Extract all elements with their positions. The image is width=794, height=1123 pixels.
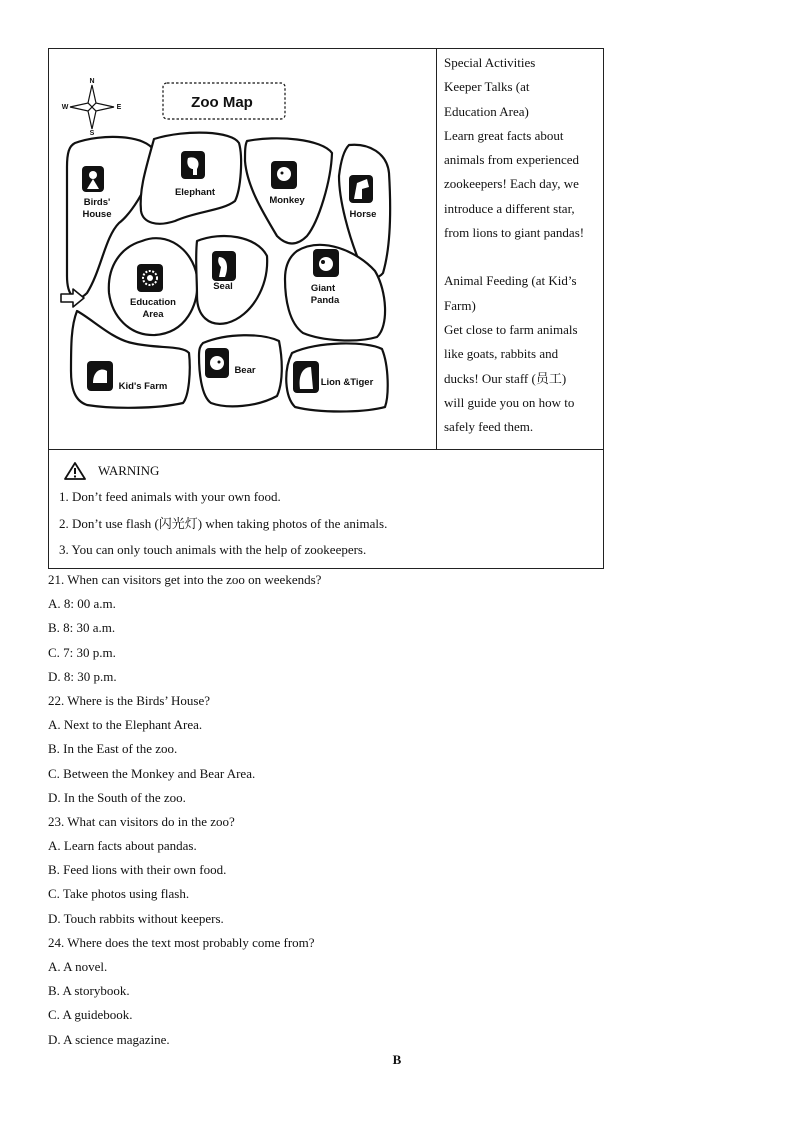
keeper-talks-line: Keeper Talks (at [444,79,530,95]
special-activities [444,51,602,439]
label-education-1: Education [130,297,176,308]
warning-title: WARNING [98,463,160,478]
question-line: B. A storybook. [48,983,130,999]
question-line: 24. Where does the text most probably come from? [48,934,315,950]
bird-icon [82,166,104,192]
warning-section [59,459,589,563]
education-icon [137,264,163,292]
question-line: A. 8: 00 a.m. [48,596,116,612]
label-monkey: Monkey [269,195,305,206]
label-lion-tiger: Lion &Tiger [320,377,374,388]
keeper-talks-text [444,75,602,245]
question-line: B. In the East of the zoo. [48,741,178,757]
question-line: C. Take photos using flash. [48,886,190,902]
column-divider [436,49,437,449]
compass-w: W [61,104,69,111]
label-elephant: Elephant [174,187,216,198]
warning-rule: 3. You can only touch animals with the help of zookeepers. [59,542,367,557]
question-list [48,568,608,1052]
keeper-talks-line: Learn great facts about [444,127,564,143]
animal-feeding-line: Get close to farm animals [444,321,578,337]
question-line: A. A novel. [48,959,108,974]
bear-icon [205,348,229,378]
question-line: D. 8: 30 p.m. [48,668,117,684]
label-birds-house-1: Birds' [83,197,111,208]
warning-header [59,459,589,483]
question-line: D. A science magazine. [48,1031,170,1047]
question-line: C. 7: 30 p.m. [48,644,116,660]
animal-feeding-line: safely feed them. [444,419,534,435]
keeper-talks-line: animals from experienced [444,152,579,168]
lion-tiger-icon [293,361,319,393]
zoo-map [57,71,417,421]
animal-feeding-line: Farm) [444,297,476,313]
question-line: D. In the South of the zoo. [48,789,186,805]
compass-icon [62,78,122,137]
activities-heading: Special Activities [444,55,536,70]
question-line: C. Between the Monkey and Bear Area. [48,765,256,781]
animal-feeding-line: ducks! Our staff (员工) [444,370,567,386]
keeper-talks-line: from lions to giant pandas! [444,225,585,241]
label-giant-panda-1: Giant [310,283,336,294]
question-line: D. Touch rabbits without keepers. [48,910,224,926]
label-bear: Bear [234,365,256,376]
question-line: 22. Where is the Birds’ House? [48,692,210,708]
warning-rule: 2. Don’t use flash (闪光灯) when taking photos of the animals. [59,515,388,531]
animal-feeding-line: will guide you on how to [444,394,575,410]
animal-feeding-text [444,269,602,439]
compass-e: E [116,104,122,111]
compass-s: S [89,130,95,137]
question-line: A. Next to the Elephant Area. [48,717,203,733]
horse-icon [349,175,373,203]
question-line: A. Learn facts about pandas. [48,838,197,854]
label-kids-farm: Kid's Farm [118,381,168,392]
question-line: 21. When can visitors get into the zoo on weekends? [48,572,322,587]
map-title: Zoo Map [191,94,253,111]
keeper-talks-line: zookeepers! Each day, we [444,176,579,192]
region-monkey [245,138,332,243]
animal-feeding-line: Animal Feeding (at Kid’s [444,273,577,289]
zoo-info-box [48,48,604,569]
keeper-talks-line: introduce a different star, [444,200,575,216]
compass-n: N [89,78,95,85]
question-line: C. A guidebook. [48,1007,133,1023]
elephant-icon [181,151,205,179]
question-line: B. 8: 30 a.m. [48,620,116,636]
warning-rules [59,484,589,563]
row-divider [49,449,603,450]
label-giant-panda-2: Panda [310,295,340,306]
panda-icon [313,249,339,277]
monkey-icon [271,161,297,189]
question-line: B. Feed lions with their own food. [48,862,227,878]
seal-icon [212,251,236,281]
section-letter: B [392,1052,402,1067]
label-seal: Seal [213,281,233,292]
kids-farm-icon [87,361,113,391]
warning-rule: 1. Don’t feed animals with your own food. [59,489,281,504]
label-birds-house-2: House [82,209,112,220]
keeper-talks-line: Education Area) [444,103,529,119]
animal-feeding-line: like goats, rabbits and [444,346,559,362]
warning-icon [64,462,86,480]
question-line: 23. What can visitors do in the zoo? [48,813,235,829]
label-horse: Horse [349,209,377,220]
label-education-2: Area [142,309,164,320]
